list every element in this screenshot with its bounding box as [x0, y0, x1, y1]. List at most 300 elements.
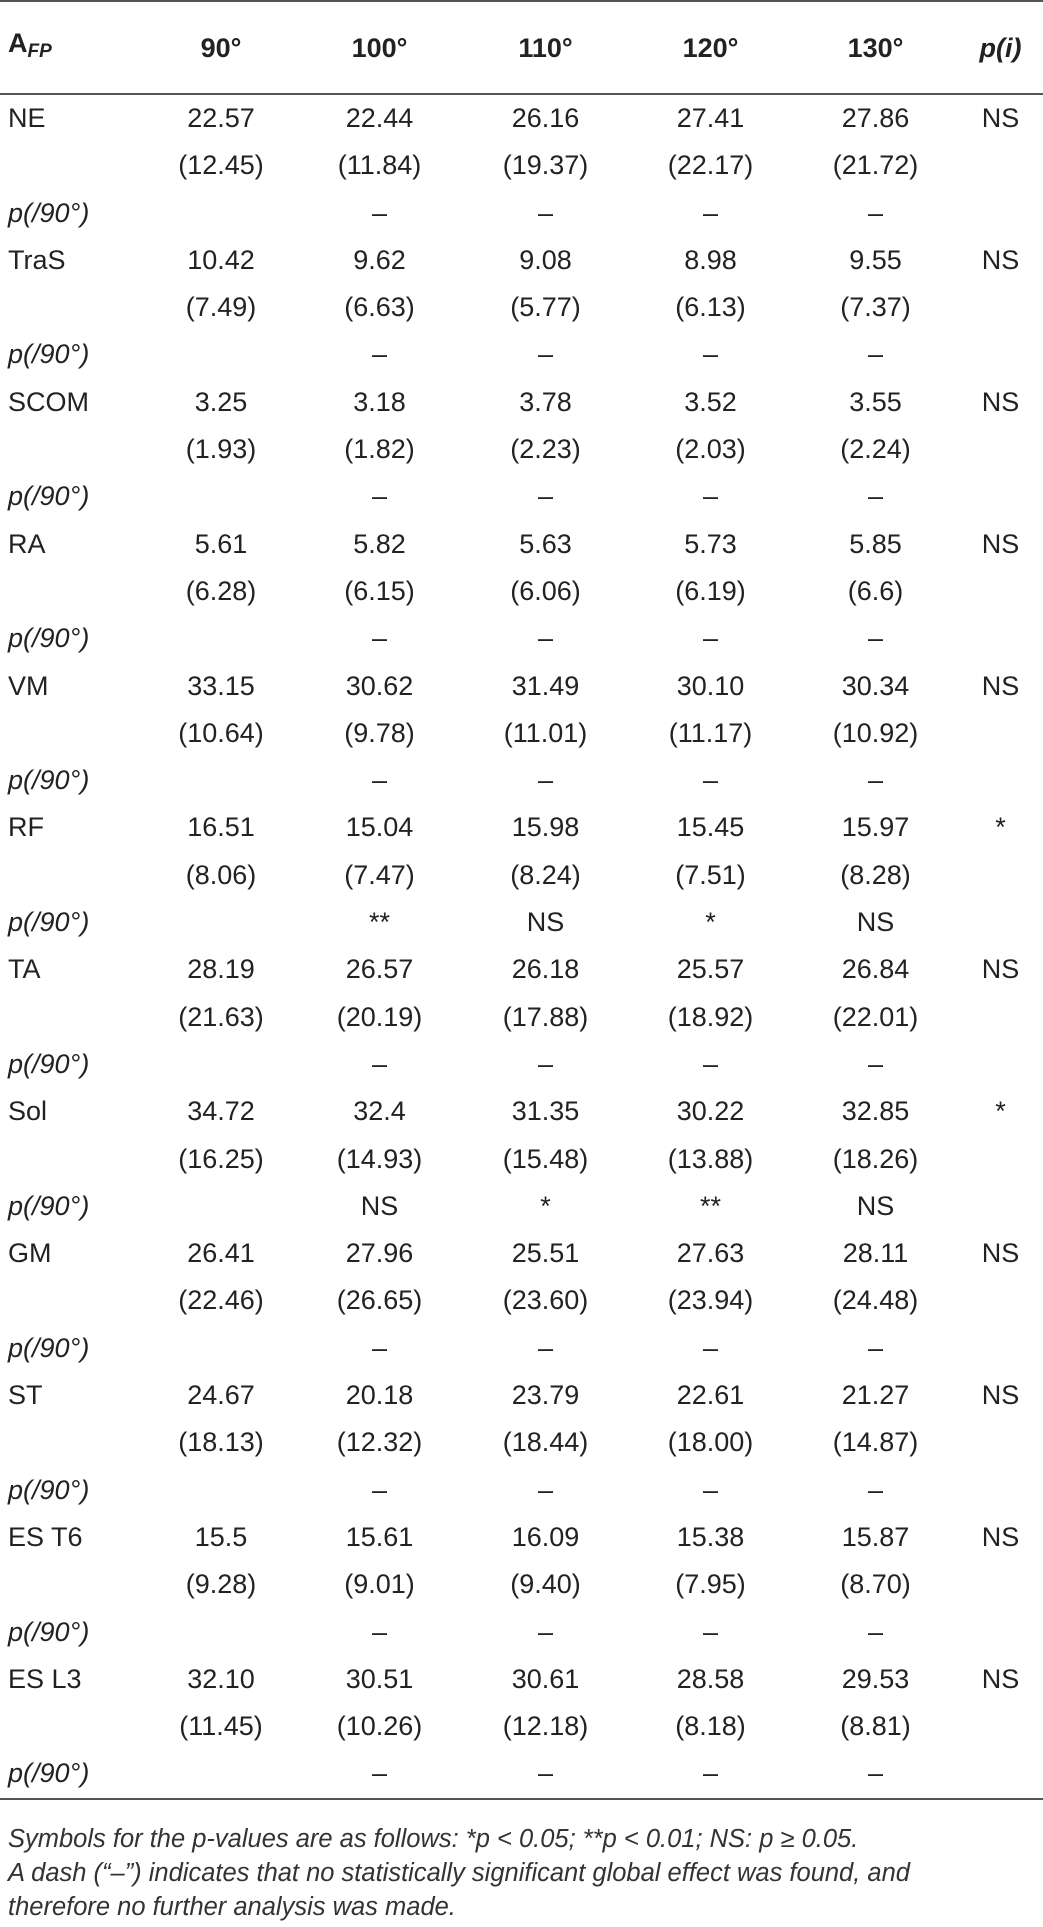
p90-cell: –	[371, 1616, 388, 1647]
empty-pi-cell	[958, 1041, 1043, 1088]
sd-cell: (9.40)	[510, 1569, 581, 1600]
pi-cell: NS	[981, 1238, 1020, 1269]
p90-cell: –	[702, 197, 719, 228]
empty-pi-cell	[958, 1325, 1043, 1372]
header-label	[0, 1, 146, 94]
p90-cell	[146, 473, 296, 520]
p90-cell: –	[371, 339, 388, 370]
p90-label: p(/90°)	[8, 1048, 90, 1079]
sd-cell: (7.95)	[675, 1569, 746, 1600]
sd-cell: (5.77)	[510, 292, 581, 323]
sd-cell: (9.01)	[344, 1569, 415, 1600]
mean-cell: 31.35	[511, 1096, 580, 1127]
table-row-mean	[0, 663, 1043, 710]
table-row-sd	[0, 1703, 1043, 1750]
p90-label: p(/90°)	[8, 481, 90, 512]
p90-label: p(/90°)	[0, 1750, 146, 1798]
sd-cell: (11.45)	[179, 1711, 263, 1742]
p90-cell: NS	[360, 1190, 399, 1221]
empty-pi-cell	[958, 994, 1043, 1041]
mean-cell: 15.87	[841, 1521, 910, 1552]
mean-cell: 26.41	[187, 1238, 255, 1269]
empty-pi-cell	[958, 1750, 1043, 1798]
sd-cell: (6.6)	[847, 575, 904, 606]
sd-cell: (6.06)	[510, 575, 581, 606]
footnote-line-1: Symbols for the p-values are as follows: *p < 0.05; **p < 0.01; NS: p ≥ 0.05.	[8, 1825, 859, 1853]
empty-label-cell	[0, 1419, 146, 1466]
sd-cell: (22.01)	[832, 1001, 919, 1032]
mean-cell: 16.51	[187, 812, 255, 843]
sd-cell: (18.92)	[667, 1001, 754, 1032]
p90-label: p(/90°)	[8, 623, 90, 654]
p90-cell: –	[296, 1750, 463, 1798]
p90-cell	[146, 1609, 296, 1656]
empty-label-cell	[0, 1561, 146, 1608]
table-row-mean	[0, 1656, 1043, 1703]
empty-pi-cell	[958, 142, 1043, 189]
empty-pi-cell	[958, 710, 1043, 757]
muscle-name: ES L3	[8, 1663, 82, 1694]
sd-cell: (11.01)	[503, 717, 588, 748]
p90-cell: –	[537, 623, 554, 654]
mean-cell: 30.34	[841, 670, 910, 701]
sd-cell: (1.82)	[344, 434, 415, 465]
empty-pi-cell	[958, 284, 1043, 331]
sd-cell: (8.18)	[675, 1711, 746, 1742]
header-angle-110: 110°	[463, 1, 628, 94]
header-pi: p(i)	[958, 1, 1043, 94]
p90-cell: NS	[856, 907, 895, 938]
p90-cell	[146, 757, 296, 804]
p90-cell: –	[793, 1750, 958, 1798]
p90-cell: –	[867, 481, 884, 512]
p90-cell: –	[628, 1750, 793, 1798]
p90-cell: –	[371, 197, 388, 228]
table-row-sd	[0, 142, 1043, 189]
mean-cell: 30.51	[345, 1663, 414, 1694]
sd-cell: (26.65)	[336, 1285, 423, 1316]
empty-label-cell	[0, 1277, 146, 1324]
table-row-p90	[0, 615, 1043, 662]
p90-cell: –	[867, 623, 884, 654]
header-angle-100: 100°	[296, 1, 463, 94]
table-row-mean	[0, 521, 1043, 568]
empty-label-cell	[0, 852, 146, 899]
p90-cell: *	[705, 907, 716, 938]
mean-cell: 28.19	[187, 954, 255, 985]
header-angle-120: 120°	[628, 1, 793, 94]
p90-cell: NS	[856, 1190, 895, 1221]
sd-cell: (7.51)	[675, 859, 746, 890]
mean-cell: 15.97	[841, 812, 910, 843]
p90-cell: –	[867, 1474, 884, 1505]
sd-cell: (6.63)	[344, 292, 415, 323]
empty-pi-cell	[958, 1419, 1043, 1466]
p90-cell: –	[702, 1474, 719, 1505]
empty-label-cell	[0, 426, 146, 473]
sd-cell: (12.32)	[336, 1427, 423, 1458]
mean-cell: 20.18	[345, 1380, 414, 1411]
mean-cell: 3.25	[194, 386, 248, 417]
p90-cell: –	[537, 197, 554, 228]
sd-cell: (6.15)	[344, 575, 415, 606]
table-row-mean	[0, 94, 1043, 142]
muscle-name: Sol	[8, 1096, 48, 1127]
mean-cell: 9.62	[353, 244, 406, 275]
empty-pi-cell	[958, 1703, 1043, 1750]
p90-label: p(/90°)	[8, 197, 90, 228]
table-row-sd	[0, 426, 1043, 473]
sd-cell: (7.47)	[344, 859, 415, 890]
mean-cell: 16.09	[511, 1521, 580, 1552]
muscle-name: RF	[8, 812, 44, 843]
mean-cell: 27.96	[345, 1238, 414, 1269]
p90-cell: –	[371, 1332, 388, 1363]
empty-pi-cell	[958, 1609, 1043, 1656]
p90-cell: –	[537, 339, 554, 370]
mean-cell: 30.61	[511, 1663, 580, 1694]
mean-cell: 5.85	[849, 528, 902, 559]
table-row-sd	[0, 994, 1043, 1041]
table-row-sd	[0, 852, 1043, 899]
table-row-sd	[0, 710, 1043, 757]
table-row-mean	[0, 1372, 1043, 1419]
sd-cell: (9.78)	[344, 717, 415, 748]
table-row-p90	[0, 1750, 1043, 1798]
p90-cell	[146, 1325, 296, 1372]
mean-cell: 3.18	[353, 386, 406, 417]
p90-cell	[146, 1041, 296, 1088]
empty-pi-cell	[958, 331, 1043, 378]
muscle-name: TraS	[8, 244, 66, 275]
p90-label: p(/90°)	[8, 1616, 90, 1647]
sd-cell: (10.64)	[178, 717, 264, 748]
p90-cell: –	[371, 1048, 388, 1079]
table-row-p90	[0, 899, 1043, 946]
mean-cell: 15.61	[345, 1521, 414, 1552]
table-row-sd	[0, 1277, 1043, 1324]
mean-cell: 15.98	[511, 812, 580, 843]
p90-cell: –	[537, 765, 554, 796]
table-row-sd	[0, 284, 1043, 331]
table-row-p90	[0, 1325, 1043, 1372]
muscle-name: GM	[8, 1238, 52, 1269]
empty-pi-cell	[958, 190, 1043, 237]
empty-label-cell	[0, 568, 146, 615]
sd-cell: (8.06)	[185, 859, 257, 890]
mean-cell: 25.57	[676, 954, 745, 985]
p90-cell	[146, 899, 296, 946]
empty-pi-cell	[958, 1183, 1043, 1230]
table-row-p90	[0, 757, 1043, 804]
p90-cell: *	[540, 1190, 551, 1221]
mean-cell: 5.82	[353, 528, 406, 559]
mean-cell: 28.11	[842, 1238, 909, 1269]
mean-cell: 27.86	[841, 103, 910, 133]
table-body	[0, 94, 1043, 1799]
table-row-p90	[0, 473, 1043, 520]
p90-cell: –	[702, 1616, 719, 1647]
sd-cell: (18.00)	[667, 1427, 754, 1458]
p90-cell: –	[702, 339, 719, 370]
sd-cell: (12.45)	[178, 150, 264, 181]
mean-cell: 33.15	[187, 670, 255, 701]
table-row-p90	[0, 1609, 1043, 1656]
sd-cell: (14.93)	[336, 1143, 423, 1174]
table-row-mean	[0, 1230, 1043, 1277]
p90-cell: **	[368, 907, 390, 938]
p90-cell: –	[537, 1332, 554, 1363]
p90-cell	[146, 1183, 296, 1230]
sd-cell: (11.17)	[668, 717, 753, 748]
table-row-mean	[0, 946, 1043, 993]
empty-label-cell	[0, 994, 146, 1041]
muscle-name: TA	[8, 954, 41, 985]
p90-cell: –	[867, 1616, 884, 1647]
p90-cell: –	[867, 765, 884, 796]
table-row-sd	[0, 1419, 1043, 1466]
empty-pi-cell	[958, 615, 1043, 662]
p90-cell: –	[537, 481, 554, 512]
table-row-p90	[0, 331, 1043, 378]
pi-cell: *	[995, 812, 1006, 843]
empty-pi-cell	[958, 1561, 1043, 1608]
table-row-mean	[0, 804, 1043, 851]
p90-label: p(/90°)	[8, 765, 90, 796]
p90-label: p(/90°)	[8, 1332, 90, 1363]
table-row-sd	[0, 568, 1043, 615]
sd-cell: (17.88)	[502, 1001, 589, 1032]
empty-pi-cell	[958, 852, 1043, 899]
sd-cell: (18.13)	[178, 1427, 264, 1458]
sd-cell: (6.19)	[675, 575, 746, 606]
pi-cell: NS	[981, 244, 1020, 275]
sd-cell: (7.37)	[840, 292, 911, 323]
sd-cell: (11.84)	[337, 150, 422, 181]
empty-label-cell	[0, 710, 146, 757]
table-row-mean	[0, 1514, 1043, 1561]
sd-cell: (7.49)	[185, 292, 257, 323]
empty-label-cell	[0, 284, 146, 331]
sd-cell: (9.28)	[185, 1569, 257, 1600]
p90-cell: –	[537, 1048, 554, 1079]
mean-cell: 9.55	[849, 244, 902, 275]
mean-cell: 26.16	[511, 103, 580, 133]
mean-cell: 32.10	[187, 1663, 255, 1694]
header-row	[0, 1, 1043, 94]
sd-cell: (15.48)	[502, 1143, 589, 1174]
pi-cell: NS	[981, 1380, 1020, 1411]
mean-cell: 26.84	[841, 954, 910, 985]
mean-cell: 29.53	[841, 1663, 910, 1694]
mean-cell: 22.57	[187, 103, 255, 133]
sd-cell: (2.03)	[675, 434, 746, 465]
sd-cell: (22.46)	[178, 1285, 264, 1316]
pi-cell: NS	[981, 1663, 1020, 1694]
p90-cell: –	[702, 765, 719, 796]
mean-cell: 34.72	[187, 1096, 255, 1127]
p90-cell	[146, 1750, 296, 1798]
sd-cell: (23.94)	[667, 1285, 754, 1316]
mean-cell: 3.55	[849, 386, 902, 417]
mean-cell: 22.61	[676, 1380, 745, 1411]
p90-cell: –	[371, 623, 388, 654]
table-row-sd	[0, 1136, 1043, 1183]
muscle-name: RA	[8, 528, 46, 559]
sd-cell: (8.28)	[840, 859, 911, 890]
mean-cell: 8.98	[684, 244, 737, 275]
footnote-line-2: A dash (“–”) indicates that no statistically significant global effect was found, and	[8, 1859, 910, 1887]
sd-cell: (18.26)	[832, 1143, 919, 1174]
sd-cell: (6.13)	[675, 292, 746, 323]
mean-cell: 5.63	[519, 528, 572, 559]
mean-cell: 28.58	[676, 1663, 745, 1694]
table-row-sd	[0, 1561, 1043, 1608]
p90-cell: **	[699, 1190, 721, 1221]
mean-cell: 5.73	[684, 528, 737, 559]
p90-cell: –	[867, 197, 884, 228]
p90-cell: –	[463, 1750, 628, 1798]
p90-cell: –	[702, 1332, 719, 1363]
p90-cell	[146, 1467, 296, 1514]
header-angle-130: 130°	[793, 1, 958, 94]
table-row-mean	[0, 1088, 1043, 1135]
p90-cell	[146, 615, 296, 662]
sd-cell: (18.44)	[502, 1427, 589, 1458]
header-angle-90: 90°	[146, 1, 296, 94]
mean-cell: 5.61	[194, 528, 248, 559]
mean-cell: 31.49	[511, 670, 580, 701]
p90-cell: –	[867, 1048, 884, 1079]
empty-pi-cell	[958, 568, 1043, 615]
p90-label: p(/90°)	[8, 1474, 90, 1505]
empty-label-cell	[0, 1136, 146, 1183]
header-label-sub: FP	[27, 41, 52, 62]
p90-cell	[146, 331, 296, 378]
empty-pi-cell	[958, 1136, 1043, 1183]
pi-cell: NS	[981, 528, 1020, 559]
mean-cell: 22.44	[345, 103, 414, 133]
mean-cell: 32.4	[353, 1096, 406, 1127]
p90-cell: –	[867, 1332, 884, 1363]
table-row-p90	[0, 1183, 1043, 1230]
p90-cell: –	[702, 1048, 719, 1079]
p90-cell: –	[702, 623, 719, 654]
sd-cell: (21.63)	[178, 1001, 264, 1032]
sd-cell: (1.93)	[185, 434, 257, 465]
empty-pi-cell	[958, 426, 1043, 473]
mean-cell: 15.04	[345, 812, 414, 843]
p90-label: p(/90°)	[8, 907, 90, 938]
table-row-mean	[0, 237, 1043, 284]
pi-cell: *	[995, 1096, 1006, 1127]
table-row-p90	[0, 190, 1043, 237]
p90-cell: –	[371, 765, 388, 796]
sd-cell: (23.60)	[502, 1285, 589, 1316]
sd-cell: (16.25)	[178, 1143, 264, 1174]
empty-pi-cell	[958, 899, 1043, 946]
sd-cell: (8.70)	[840, 1569, 911, 1600]
sd-cell: (20.19)	[336, 1001, 423, 1032]
table-row-p90	[0, 1041, 1043, 1088]
p90-cell: –	[537, 1616, 554, 1647]
sd-cell: (6.28)	[185, 575, 257, 606]
mean-cell: 24.67	[187, 1380, 255, 1411]
p90-cell: NS	[526, 907, 565, 938]
mean-cell: 21.27	[841, 1380, 910, 1411]
mean-cell: 30.10	[676, 670, 745, 701]
mean-cell: 25.51	[511, 1238, 580, 1269]
p90-cell: –	[371, 1474, 388, 1505]
p90-label: p(/90°)	[8, 339, 90, 370]
sd-cell: (8.24)	[510, 859, 581, 890]
muscle-name: SCOM	[8, 386, 89, 417]
mean-cell: 9.08	[519, 244, 572, 275]
mean-cell: 10.42	[187, 244, 255, 275]
muscle-name: VM	[8, 670, 49, 701]
mean-cell: 27.41	[676, 103, 745, 133]
mean-cell: 30.22	[676, 1096, 745, 1127]
empty-pi-cell	[958, 473, 1043, 520]
table-row-mean	[0, 379, 1043, 426]
sd-cell: (2.24)	[840, 434, 911, 465]
mean-cell: 3.78	[519, 386, 572, 417]
empty-label-cell	[0, 1703, 146, 1750]
mean-cell: 23.79	[511, 1380, 580, 1411]
mean-cell: 26.57	[345, 954, 414, 985]
sd-cell: (12.18)	[502, 1711, 589, 1742]
sd-cell: (13.88)	[667, 1143, 754, 1174]
empty-pi-cell	[958, 1277, 1043, 1324]
p90-cell: –	[702, 481, 719, 512]
sd-cell: (14.87)	[832, 1427, 919, 1458]
mean-cell: 15.45	[676, 812, 745, 843]
muscle-name: ST	[8, 1380, 43, 1411]
sd-cell: (8.81)	[840, 1711, 911, 1742]
footnote-line-3: therefore no further analysis was made.	[8, 1893, 456, 1921]
mean-cell: 15.5	[194, 1521, 248, 1552]
p90-cell: –	[537, 1474, 554, 1505]
mean-cell: 27.63	[676, 1238, 745, 1269]
pi-cell: NS	[981, 670, 1020, 701]
pi-cell: NS	[981, 1521, 1020, 1552]
empty-pi-cell	[958, 757, 1043, 804]
p90-cell	[146, 190, 296, 237]
mean-cell: 32.85	[841, 1096, 910, 1127]
sd-cell: (2.23)	[510, 434, 581, 465]
sd-cell: (10.26)	[336, 1711, 423, 1742]
pi-cell: NS	[981, 386, 1020, 417]
sd-cell: (24.48)	[832, 1285, 919, 1316]
sd-cell: (21.72)	[832, 150, 919, 181]
mean-cell: 26.18	[511, 954, 580, 985]
sd-cell: (10.92)	[832, 717, 919, 748]
p90-cell: –	[867, 339, 884, 370]
p90-cell: –	[371, 481, 388, 512]
empty-pi-cell	[958, 1467, 1043, 1514]
table-row-p90	[0, 1467, 1043, 1514]
empty-label-cell	[0, 142, 146, 189]
mean-cell: 3.52	[684, 386, 737, 417]
muscle-name: ES T6	[8, 1521, 83, 1552]
muscle-name: NE	[8, 103, 46, 133]
pi-cell: NS	[981, 103, 1020, 133]
mean-cell: 15.38	[676, 1521, 745, 1552]
pi-cell: NS	[981, 954, 1020, 985]
sd-cell: (22.17)	[667, 150, 754, 181]
mean-cell: 30.62	[345, 670, 414, 701]
sd-cell: (19.37)	[502, 150, 589, 181]
